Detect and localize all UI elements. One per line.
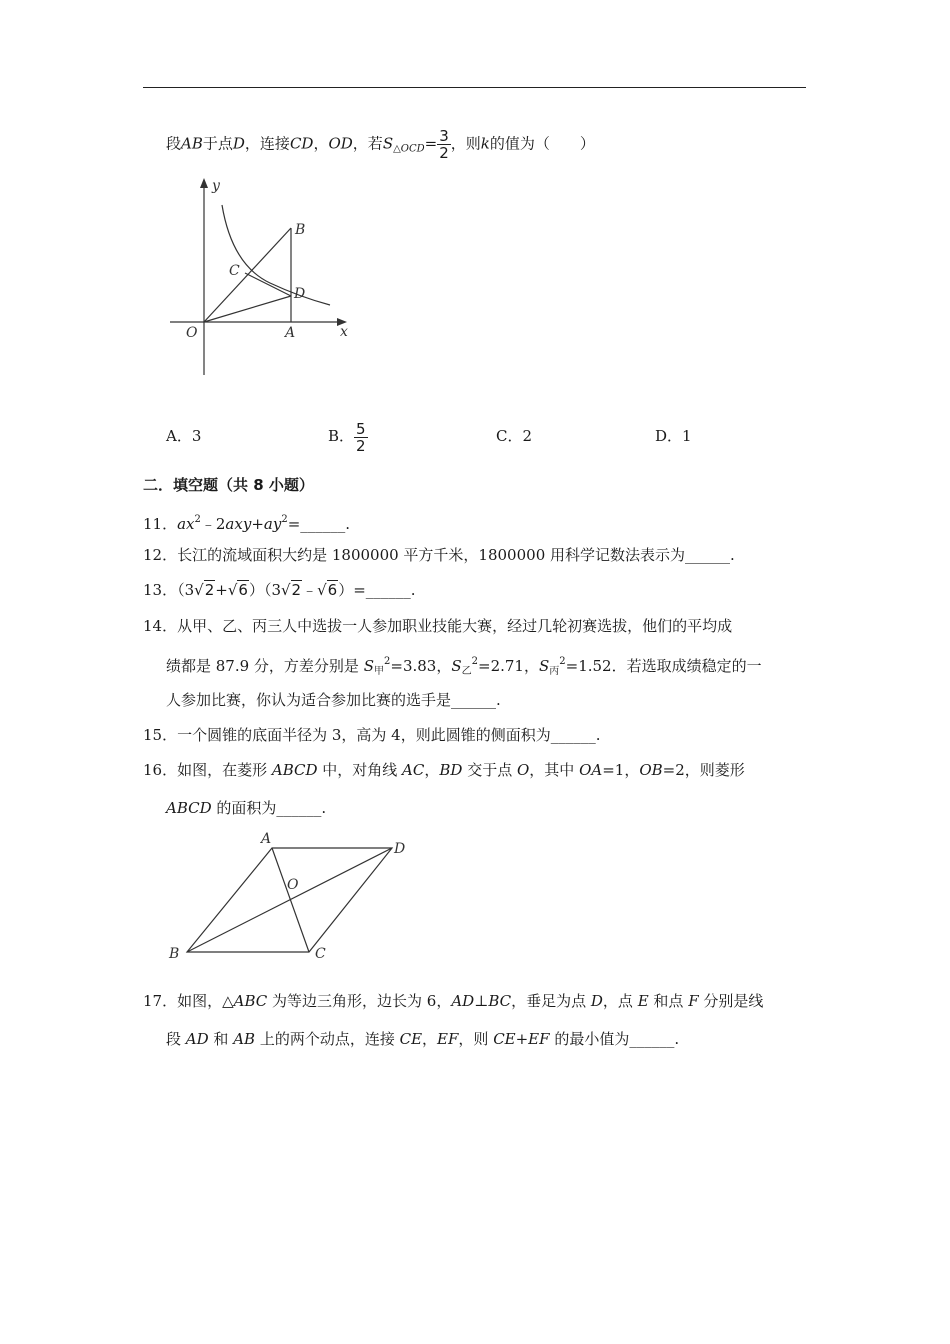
label-o: O: [186, 325, 198, 341]
label-a: A: [261, 831, 272, 847]
question-15: 15．一个圆锥的底面半径为 3，高为 4，则此圆锥的侧面积为______.: [143, 726, 601, 744]
fraction-5-2: $\frac{5}{2}$: [356, 419, 366, 455]
label-c: C: [229, 263, 240, 279]
question-12: 12．长江的流域面积大约是 1800000 平方千米，1800000 用科学记数法表示为______.: [143, 546, 735, 564]
label-y: y: [212, 178, 220, 194]
segment-ob: [204, 228, 291, 322]
segment-od: [204, 296, 291, 322]
option-c: C．2: [496, 427, 533, 445]
figure-rhombus: [165, 828, 420, 968]
sqrt-2: √2: [280, 581, 302, 599]
sqrt-2: √2: [194, 581, 215, 599]
question-13: 13．（3√2+√6）（3√2﹣√6）=______.: [143, 581, 416, 599]
figure-hyperbola: [160, 175, 360, 380]
hyperbola-curve: [222, 205, 330, 305]
option-a: A．3: [166, 427, 202, 445]
label-o: O: [287, 877, 299, 893]
y-axis-arrow: [200, 178, 208, 188]
sqrt-6: √6: [317, 581, 338, 599]
label-b: B: [295, 222, 306, 238]
label-d: D: [394, 841, 406, 857]
section-title: 二．填空题（共 8 小题）: [143, 476, 314, 494]
option-b: B． $\frac{5}{2}$: [328, 419, 366, 455]
label-x: x: [340, 324, 348, 340]
question-11: 11．$ax^2﹣2axy+ay^2=\_\_\_\_\_\_$.: [143, 514, 351, 533]
fraction-3-2: $\frac{3}{2}$: [439, 127, 449, 162]
diagonal-bd: [187, 848, 392, 952]
sqrt-6: √6: [227, 581, 248, 599]
question-14-line1: 14．从甲、乙、丙三人中选拔一人参加职业技能大赛，经过几轮初赛选拔，他们的平均成: [143, 617, 733, 635]
q10-continuation: 段AB于点D，连接CD，OD，若$S_{\triangle OCD}=$ $\frac{3}{2}$ ，则k的值为（ ）: [166, 127, 595, 162]
question-17-line1: 17．如图，△ABC 为等边三角形，边长为 6，AD⊥BC，垂足为点 D，点 E 和点 F 分别是线: [143, 992, 764, 1010]
label-b: B: [169, 946, 180, 962]
question-14-line2: 绩都是 87.9 分，方差分别是 $S_甲^2=3.83$，$S_乙^2=2.71$，$S_丙^2=1.52$．若选取成绩稳定的一: [166, 656, 762, 677]
question-16-line2: ABCD 的面积为______.: [166, 799, 327, 817]
label-a: A: [285, 325, 296, 341]
label-d: D: [294, 286, 306, 302]
segment-cd: [245, 273, 291, 296]
question-14-line3: 人参加比赛，你认为适合参加比赛的选手是______.: [166, 691, 501, 709]
question-17-line2: 段 AD 和 AB 上的两个动点，连接 CE，EF，则 CE+EF 的最小值为______.: [166, 1030, 680, 1048]
label-c: C: [315, 946, 326, 962]
header-rule: [143, 87, 806, 88]
question-16-line1: 16．如图，在菱形 ABCD 中，对角线 AC，BD 交于点 O，其中 OA=1，OB=2，则菱形: [143, 761, 745, 779]
option-d: D．1: [655, 427, 692, 445]
